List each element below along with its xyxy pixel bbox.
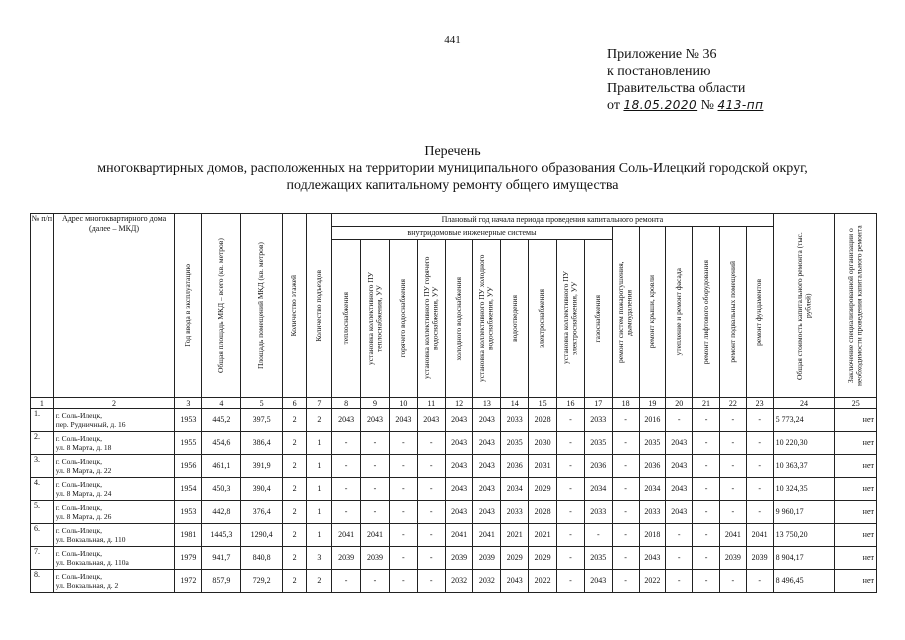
- cell-c15: 2030: [529, 432, 557, 455]
- cell-c19: 2033: [639, 501, 666, 524]
- header-conclusion: Заключение специализированной организации о необходимости проведения капитального ремонта: [835, 214, 877, 398]
- cell-c8: 2041: [332, 524, 361, 547]
- cell-c13: 2041: [473, 524, 501, 547]
- cell-c8: 2039: [332, 547, 361, 570]
- row-address: [53, 478, 175, 501]
- column-number: 14: [501, 398, 529, 409]
- table-body: [31, 409, 877, 593]
- appendix-line-2: к постановлению: [607, 64, 711, 79]
- address-street: ул. Вокзальная, д. 110: [55, 535, 126, 544]
- cell-c19: 2035: [639, 432, 666, 455]
- cell-c15: 2031: [529, 455, 557, 478]
- cell-c14: 2036: [501, 455, 529, 478]
- cell-cost: 10 324,35: [773, 478, 835, 501]
- header-c17: газоснабжения: [584, 239, 612, 397]
- cell-c20: -: [666, 409, 693, 432]
- address-city: г. Соль-Илецк,: [55, 549, 103, 558]
- cell-c11: -: [417, 455, 445, 478]
- row-address: [53, 524, 175, 547]
- cell-c13: 2043: [473, 501, 501, 524]
- column-number: 15: [529, 398, 557, 409]
- cell-c14: 2021: [501, 524, 529, 547]
- cell-c16: -: [557, 432, 585, 455]
- cell-c20: 2043: [666, 501, 693, 524]
- column-number: 7: [307, 398, 332, 409]
- header-rooms-area: Площадь помещений МКД (кв. метров): [241, 214, 282, 398]
- cell-c11: -: [417, 524, 445, 547]
- cell-floors: 2: [282, 524, 307, 547]
- cell-c17: 2034: [584, 478, 612, 501]
- cell-c21: -: [693, 570, 720, 593]
- cell-c14: 2033: [501, 409, 529, 432]
- appendix-block: [607, 46, 763, 114]
- cell-area: 445,2: [202, 409, 241, 432]
- table-row: [31, 432, 877, 455]
- cell-c8: -: [332, 501, 361, 524]
- column-number: 1: [31, 398, 54, 409]
- row-address: [53, 432, 175, 455]
- address-street: пер. Рудничный, д. 16: [55, 420, 126, 429]
- cell-rooms: 729,2: [241, 570, 282, 593]
- cell-rooms: 386,4: [241, 432, 282, 455]
- handwritten-number: 413-пп: [717, 98, 764, 112]
- cell-c23: -: [746, 455, 773, 478]
- column-number: 25: [835, 398, 877, 409]
- cell-rooms: 840,8: [241, 547, 282, 570]
- address-street: ул. 8 Марта, д. 18: [55, 443, 112, 452]
- cell-c10: -: [389, 547, 417, 570]
- row-index: 1.: [31, 409, 54, 432]
- column-number: 11: [417, 398, 445, 409]
- cell-c18: -: [612, 432, 639, 455]
- header-c9: установка коллективного ПУ теплоснабжения, УУ: [361, 239, 390, 397]
- address-street: ул. Вокзальная, д. 110а: [55, 558, 129, 567]
- cell-c9: 2039: [361, 547, 390, 570]
- cell-c15: 2022: [529, 570, 557, 593]
- column-number: 21: [693, 398, 720, 409]
- cell-c14: 2033: [501, 501, 529, 524]
- header-c15: электроснабжения: [529, 239, 557, 397]
- column-number: 12: [445, 398, 473, 409]
- cell-c21: -: [693, 409, 720, 432]
- cell-c22: -: [719, 478, 746, 501]
- cell-c20: -: [666, 524, 693, 547]
- cell-entr: 3: [307, 547, 332, 570]
- header-c11: установка коллективного ПУ горячего водоснабжения, УУ: [417, 239, 445, 397]
- cell-c8: -: [332, 570, 361, 593]
- title-line-2: многоквартирных домов, расположенных на территории муниципального образования Соль-Илецкий городской округ,: [97, 161, 808, 176]
- cell-c18: -: [612, 478, 639, 501]
- cell-c20: 2043: [666, 432, 693, 455]
- cell-c22: -: [719, 570, 746, 593]
- table-row: [31, 524, 877, 547]
- cell-c20: 2043: [666, 455, 693, 478]
- column-number: 19: [639, 398, 666, 409]
- address-city: г. Соль-Илецк,: [55, 457, 103, 466]
- cell-c22: -: [719, 409, 746, 432]
- cell-c10: 2043: [389, 409, 417, 432]
- header-c12: холодного водоснабжения: [445, 239, 473, 397]
- cell-floors: 2: [282, 478, 307, 501]
- cell-area: 442,8: [202, 501, 241, 524]
- column-number: 4: [202, 398, 241, 409]
- cell-c8: -: [332, 478, 361, 501]
- row-address: [53, 409, 175, 432]
- cell-year: 1956: [175, 455, 202, 478]
- cell-year: 1981: [175, 524, 202, 547]
- cell-cost: 5 773,24: [773, 409, 835, 432]
- row-index: 2.: [31, 432, 54, 455]
- header-total-cost: Общая стоимость капитального ремонта (тыс. рублей): [773, 214, 835, 398]
- cell-c21: -: [693, 432, 720, 455]
- cell-conclusion: нет: [835, 547, 877, 570]
- cell-c9: -: [361, 432, 390, 455]
- cell-rooms: 391,9: [241, 455, 282, 478]
- row-index: 3.: [31, 455, 54, 478]
- cell-c8: -: [332, 455, 361, 478]
- cell-c23: -: [746, 432, 773, 455]
- cell-c19: 2018: [639, 524, 666, 547]
- cell-c8: -: [332, 432, 361, 455]
- cell-c13: 2043: [473, 432, 501, 455]
- cell-c16: -: [557, 570, 585, 593]
- cell-c21: -: [693, 524, 720, 547]
- cell-c16: -: [557, 455, 585, 478]
- cell-conclusion: нет: [835, 570, 877, 593]
- column-number: 16: [557, 398, 585, 409]
- cell-c12: 2043: [445, 478, 473, 501]
- cell-c16: -: [557, 409, 585, 432]
- cell-c22: 2041: [719, 524, 746, 547]
- cell-c23: -: [746, 478, 773, 501]
- buildings-table: [30, 213, 877, 593]
- cell-c13: 2043: [473, 409, 501, 432]
- from-label: от: [607, 98, 620, 113]
- cell-entr: 1: [307, 455, 332, 478]
- cell-cost: 8 496,45: [773, 570, 835, 593]
- cell-c18: -: [612, 455, 639, 478]
- header-year: Год ввода в эксплуатацию: [175, 214, 202, 398]
- header-address: Адрес многоквартирного дома (далее – МКД): [53, 214, 175, 398]
- cell-entr: 2: [307, 409, 332, 432]
- cell-area: 450,3: [202, 478, 241, 501]
- table-row: [31, 409, 877, 432]
- cell-c9: 2043: [361, 409, 390, 432]
- cell-year: 1979: [175, 547, 202, 570]
- cell-c12: 2043: [445, 501, 473, 524]
- cell-c19: 2036: [639, 455, 666, 478]
- cell-year: 1953: [175, 501, 202, 524]
- header-plan-group: Плановый год начала периода проведения капитального ремонта: [332, 214, 773, 227]
- cell-c9: -: [361, 570, 390, 593]
- cell-c10: -: [389, 524, 417, 547]
- cell-cost: 8 904,17: [773, 547, 835, 570]
- header-floors: Количество этажей: [282, 214, 307, 398]
- column-number: 9: [361, 398, 390, 409]
- header-c20: утепление и ремонт фасада: [666, 227, 693, 398]
- cell-cost: 10 220,30: [773, 432, 835, 455]
- header-c10: горячего водоснабжения: [389, 239, 417, 397]
- table-row: [31, 478, 877, 501]
- table-row: [31, 455, 877, 478]
- cell-c16: -: [557, 547, 585, 570]
- cell-floors: 2: [282, 547, 307, 570]
- header-entrances: Количество подъездов: [307, 214, 332, 398]
- cell-c17: -: [584, 524, 612, 547]
- cell-floors: 2: [282, 409, 307, 432]
- cell-c22: -: [719, 501, 746, 524]
- cell-year: 1954: [175, 478, 202, 501]
- cell-c23: 2039: [746, 547, 773, 570]
- row-address: [53, 455, 175, 478]
- cell-c21: -: [693, 547, 720, 570]
- cell-conclusion: нет: [835, 478, 877, 501]
- cell-conclusion: нет: [835, 455, 877, 478]
- cell-c19: 2034: [639, 478, 666, 501]
- cell-c8: 2043: [332, 409, 361, 432]
- row-address: [53, 570, 175, 593]
- cell-c17: 2035: [584, 547, 612, 570]
- address-street: ул. 8 Марта, д. 26: [55, 512, 112, 521]
- cell-area: 1445,3: [202, 524, 241, 547]
- address-city: г. Соль-Илецк,: [55, 434, 103, 443]
- cell-c14: 2035: [501, 432, 529, 455]
- cell-c16: -: [557, 501, 585, 524]
- cell-c10: -: [389, 432, 417, 455]
- header-c8: теплоснабжения: [332, 239, 361, 397]
- cell-rooms: 390,4: [241, 478, 282, 501]
- title-line-3: подлежащих капитальному ремонту общего имущества: [286, 178, 619, 193]
- row-index: 8.: [31, 570, 54, 593]
- cell-area: 941,7: [202, 547, 241, 570]
- cell-c17: 2033: [584, 501, 612, 524]
- row-index: 7.: [31, 547, 54, 570]
- cell-c11: -: [417, 547, 445, 570]
- cell-c12: 2032: [445, 570, 473, 593]
- table-row: [31, 570, 877, 593]
- cell-conclusion: нет: [835, 409, 877, 432]
- column-number: 8: [332, 398, 361, 409]
- cell-c14: 2034: [501, 478, 529, 501]
- header-c21: ремонт лифтового оборудования: [693, 227, 720, 398]
- column-number: 3: [175, 398, 202, 409]
- cell-c15: 2028: [529, 501, 557, 524]
- cell-c18: -: [612, 570, 639, 593]
- cell-floors: 2: [282, 570, 307, 593]
- row-index: 4.: [31, 478, 54, 501]
- header-c19: ремонт крыши, кровли: [639, 227, 666, 398]
- cell-conclusion: нет: [835, 501, 877, 524]
- cell-cost: 10 363,37: [773, 455, 835, 478]
- address-street: ул. 8 Марта, д. 22: [55, 466, 112, 475]
- cell-floors: 2: [282, 432, 307, 455]
- cell-rooms: 397,5: [241, 409, 282, 432]
- cell-c11: -: [417, 478, 445, 501]
- cell-c13: 2032: [473, 570, 501, 593]
- cell-c19: 2016: [639, 409, 666, 432]
- cell-c12: 2043: [445, 432, 473, 455]
- cell-year: 1953: [175, 409, 202, 432]
- column-number: 24: [773, 398, 835, 409]
- cell-c15: 2021: [529, 524, 557, 547]
- cell-area: 461,1: [202, 455, 241, 478]
- cell-floors: 2: [282, 455, 307, 478]
- column-number: 17: [584, 398, 612, 409]
- cell-c15: 2029: [529, 547, 557, 570]
- cell-c11: 2043: [417, 409, 445, 432]
- cell-rooms: 1290,4: [241, 524, 282, 547]
- cell-rooms: 376,4: [241, 501, 282, 524]
- cell-c10: -: [389, 570, 417, 593]
- appendix-date-line: [607, 97, 763, 114]
- address-street: ул. 8 Марта, д. 24: [55, 489, 112, 498]
- document-title: [30, 143, 875, 194]
- column-number: 20: [666, 398, 693, 409]
- cell-c11: -: [417, 432, 445, 455]
- address-city: г. Соль-Илецк,: [55, 503, 103, 512]
- cell-c9: -: [361, 501, 390, 524]
- cell-c14: 2043: [501, 570, 529, 593]
- cell-c13: 2039: [473, 547, 501, 570]
- cell-c21: -: [693, 478, 720, 501]
- cell-c11: -: [417, 501, 445, 524]
- cell-c15: 2029: [529, 478, 557, 501]
- cell-area: 857,9: [202, 570, 241, 593]
- address-street: ул. Вокзальная, д. 2: [55, 581, 119, 590]
- header-c16: установка коллективного ПУ электроснабжения, УУ: [557, 239, 585, 397]
- cell-entr: 1: [307, 432, 332, 455]
- cell-c9: 2041: [361, 524, 390, 547]
- cell-c18: -: [612, 409, 639, 432]
- cell-c19: 2022: [639, 570, 666, 593]
- cell-c20: -: [666, 570, 693, 593]
- column-number: 6: [282, 398, 307, 409]
- cell-year: 1972: [175, 570, 202, 593]
- cell-entr: 1: [307, 478, 332, 501]
- column-number: 5: [241, 398, 282, 409]
- cell-c10: -: [389, 455, 417, 478]
- header-index: № п/п: [31, 214, 54, 398]
- appendix-line-1: Приложение № 36: [607, 47, 717, 62]
- cell-conclusion: нет: [835, 432, 877, 455]
- title-line-1: Перечень: [424, 144, 481, 159]
- cell-c20: -: [666, 547, 693, 570]
- cell-entr: 1: [307, 501, 332, 524]
- cell-c18: -: [612, 501, 639, 524]
- row-address: [53, 547, 175, 570]
- header-c23: ремонт фундаментов: [746, 227, 773, 398]
- cell-c15: 2028: [529, 409, 557, 432]
- cell-c9: -: [361, 455, 390, 478]
- cell-c17: 2033: [584, 409, 612, 432]
- page-number: 441: [444, 34, 461, 46]
- cell-c10: -: [389, 501, 417, 524]
- cell-c16: -: [557, 478, 585, 501]
- cell-c18: -: [612, 524, 639, 547]
- column-number: 2: [53, 398, 175, 409]
- cell-c9: -: [361, 478, 390, 501]
- appendix-line-3: Правительства области: [607, 81, 746, 96]
- header-total-area: Общая площадь МКД – всего (кв. метров): [202, 214, 241, 398]
- cell-c10: -: [389, 478, 417, 501]
- cell-c12: 2039: [445, 547, 473, 570]
- address-city: г. Соль-Илецк,: [55, 526, 103, 535]
- cell-c22: 2039: [719, 547, 746, 570]
- cell-c11: -: [417, 570, 445, 593]
- header-c14: водоотведения: [501, 239, 529, 397]
- cell-entr: 1: [307, 524, 332, 547]
- cell-c14: 2029: [501, 547, 529, 570]
- row-index: 6.: [31, 524, 54, 547]
- cell-c23: -: [746, 501, 773, 524]
- cell-c17: 2035: [584, 432, 612, 455]
- table-row: [31, 547, 877, 570]
- cell-c23: 2041: [746, 524, 773, 547]
- cell-c19: 2043: [639, 547, 666, 570]
- cell-c23: -: [746, 570, 773, 593]
- address-city: г. Соль-Илецк,: [55, 572, 103, 581]
- cell-cost: 9 960,17: [773, 501, 835, 524]
- row-index: 5.: [31, 501, 54, 524]
- column-number: 18: [612, 398, 639, 409]
- cell-c23: -: [746, 409, 773, 432]
- handwritten-date: 18.05.2020: [623, 98, 698, 112]
- cell-year: 1955: [175, 432, 202, 455]
- number-label: №: [700, 98, 715, 113]
- header-c22: ремонт подвальных помещений: [719, 227, 746, 398]
- cell-c18: -: [612, 547, 639, 570]
- row-address: [53, 501, 175, 524]
- cell-c17: 2043: [584, 570, 612, 593]
- cell-floors: 2: [282, 501, 307, 524]
- cell-c21: -: [693, 501, 720, 524]
- cell-c13: 2043: [473, 455, 501, 478]
- column-number: 10: [389, 398, 417, 409]
- cell-conclusion: нет: [835, 524, 877, 547]
- cell-c22: -: [719, 432, 746, 455]
- column-number: 13: [473, 398, 501, 409]
- cell-c12: 2041: [445, 524, 473, 547]
- cell-c12: 2043: [445, 455, 473, 478]
- table-row: [31, 501, 877, 524]
- cell-c13: 2043: [473, 478, 501, 501]
- column-number: 23: [746, 398, 773, 409]
- header-c18: ремонт систем пожаротушения, дымоудаления: [612, 227, 639, 398]
- cell-c17: 2036: [584, 455, 612, 478]
- address-city: г. Соль-Илецк,: [55, 480, 103, 489]
- header-c13: установка коллективного ПУ холодного водоснабжения, УУ: [473, 239, 501, 397]
- cell-c21: -: [693, 455, 720, 478]
- column-number: 22: [719, 398, 746, 409]
- column-numbers-row: [31, 398, 877, 409]
- cell-cost: 13 750,20: [773, 524, 835, 547]
- cell-area: 454,6: [202, 432, 241, 455]
- cell-c20: 2043: [666, 478, 693, 501]
- cell-c12: 2043: [445, 409, 473, 432]
- cell-c16: -: [557, 524, 585, 547]
- address-city: г. Соль-Илецк,: [55, 411, 103, 420]
- cell-c22: -: [719, 455, 746, 478]
- header-systems-group: внутридомовые инженерные системы: [332, 227, 613, 240]
- cell-entr: 2: [307, 570, 332, 593]
